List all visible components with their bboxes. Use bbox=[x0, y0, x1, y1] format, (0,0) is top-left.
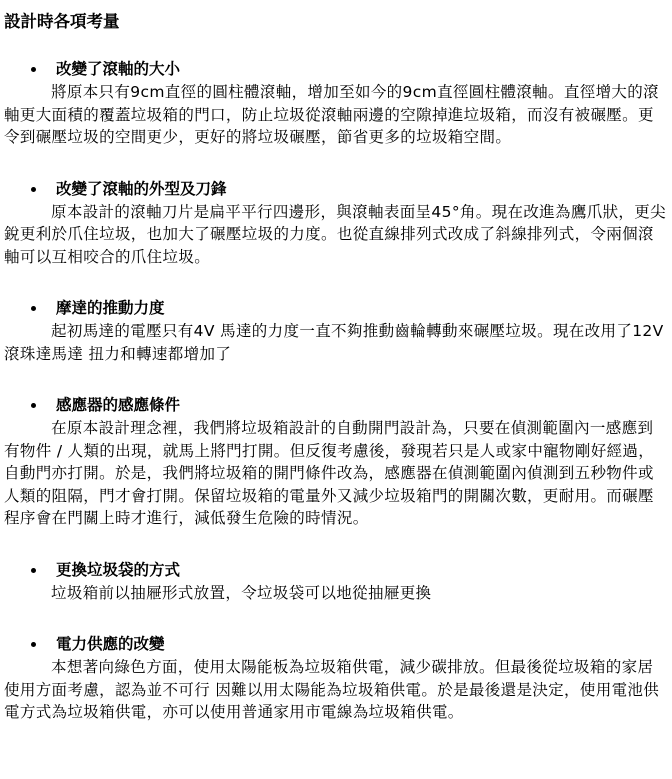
section-heading-text: 改變了滾軸的外型及刀鋒 bbox=[56, 178, 227, 198]
section-heading-text: 電力供應的改變 bbox=[56, 634, 165, 653]
document-title: 設計時各項考量 bbox=[4, 12, 120, 31]
document-page bbox=[0, 9, 672, 724]
section-sensor-condition bbox=[4, 393, 668, 530]
section-heading-text: 感應器的感應條件 bbox=[56, 395, 181, 414]
section-body: 垃圾箱前以抽屜形式放置，令垃圾袋可以地從抽屜更換 bbox=[51, 583, 432, 602]
section-heading bbox=[4, 296, 668, 320]
section-heading bbox=[4, 57, 668, 81]
section-heading bbox=[4, 632, 668, 656]
section-roller-size bbox=[4, 57, 668, 149]
bullet-icon bbox=[31, 568, 36, 573]
section-motor-power bbox=[4, 296, 668, 365]
section-body: 本想著向綠色方面，使用太陽能板為垃圾箱供電，減少碳排放。但最後從垃圾箱的家居使用方面考慮，認為並不可行 因難以用太陽能為垃圾箱供電。於是最後還是決定，使用電池供電方式為垃圾箱供電，亦可以使用普通家用市電線為垃圾箱供電。 bbox=[4, 658, 660, 721]
bullet-icon bbox=[31, 67, 36, 72]
bullet-icon bbox=[31, 187, 36, 192]
section-heading bbox=[4, 177, 668, 201]
bullet-icon bbox=[31, 642, 36, 647]
section-heading bbox=[4, 558, 668, 582]
section-body: 起初馬達的電壓只有4V 馬達的力度一直不夠推動齒輪轉動來碾壓垃圾。現在改用了12V滾珠達馬達 扭力和轉速都增加了 bbox=[4, 322, 664, 363]
section-heading-text: 改變了滾軸的大小 bbox=[56, 59, 181, 78]
section-body: 將原本只有9cm直徑的圓柱體滾軸，增加至如今的9cm直徑圓柱體滾軸。直徑增大的滾軸更大面積的覆蓋垃圾箱的門口，防止垃圾從滾軸兩邊的空隙掉進垃圾箱，而沒有被碾壓。更令到碾壓垃圾的空間更少，更好的將垃圾碾壓，節省更多的垃圾箱空間。 bbox=[4, 83, 659, 146]
section-bag-replacement bbox=[4, 558, 668, 605]
bullet-icon bbox=[31, 403, 36, 408]
section-heading-text: 更換垃圾袋的方式 bbox=[56, 559, 181, 579]
section-power-supply bbox=[4, 632, 668, 724]
section-body: 原本設計的滾軸刀片是扁平平行四邊形，與滾軸表面呈45°角。現在改進為鷹爪狀，更尖銳更利於爪住垃圾，也加大了碾壓垃圾的力度。也從直線排列式改成了斜線排列式，令兩個滾軸可以互相咬合的爪住垃圾。 bbox=[4, 202, 666, 266]
section-body: 在原本設計理念裡，我們將垃圾箱設計的自動開門設計為，只要在偵測範圍內一感應到有物件 / 人類的出現，就馬上將門打開。但反復考慮後，發現若只是人或家中寵物剛好經過，自動門亦打開。於是，我們將垃圾箱的開門條件改為，感應器在偵測範圍內偵測到五秒物件或人類的阻隔，門才會打開。保留垃圾箱的電量外又減少垃圾箱門的開關次數，更耐用。而碾壓程序會在門關上時才進行，減低發生危險的時情況。 bbox=[4, 419, 655, 527]
section-heading bbox=[4, 393, 668, 417]
section-roller-shape-blade bbox=[4, 177, 668, 269]
section-heading-text: 摩達的推動力度 bbox=[56, 298, 165, 317]
bullet-icon bbox=[31, 306, 36, 311]
